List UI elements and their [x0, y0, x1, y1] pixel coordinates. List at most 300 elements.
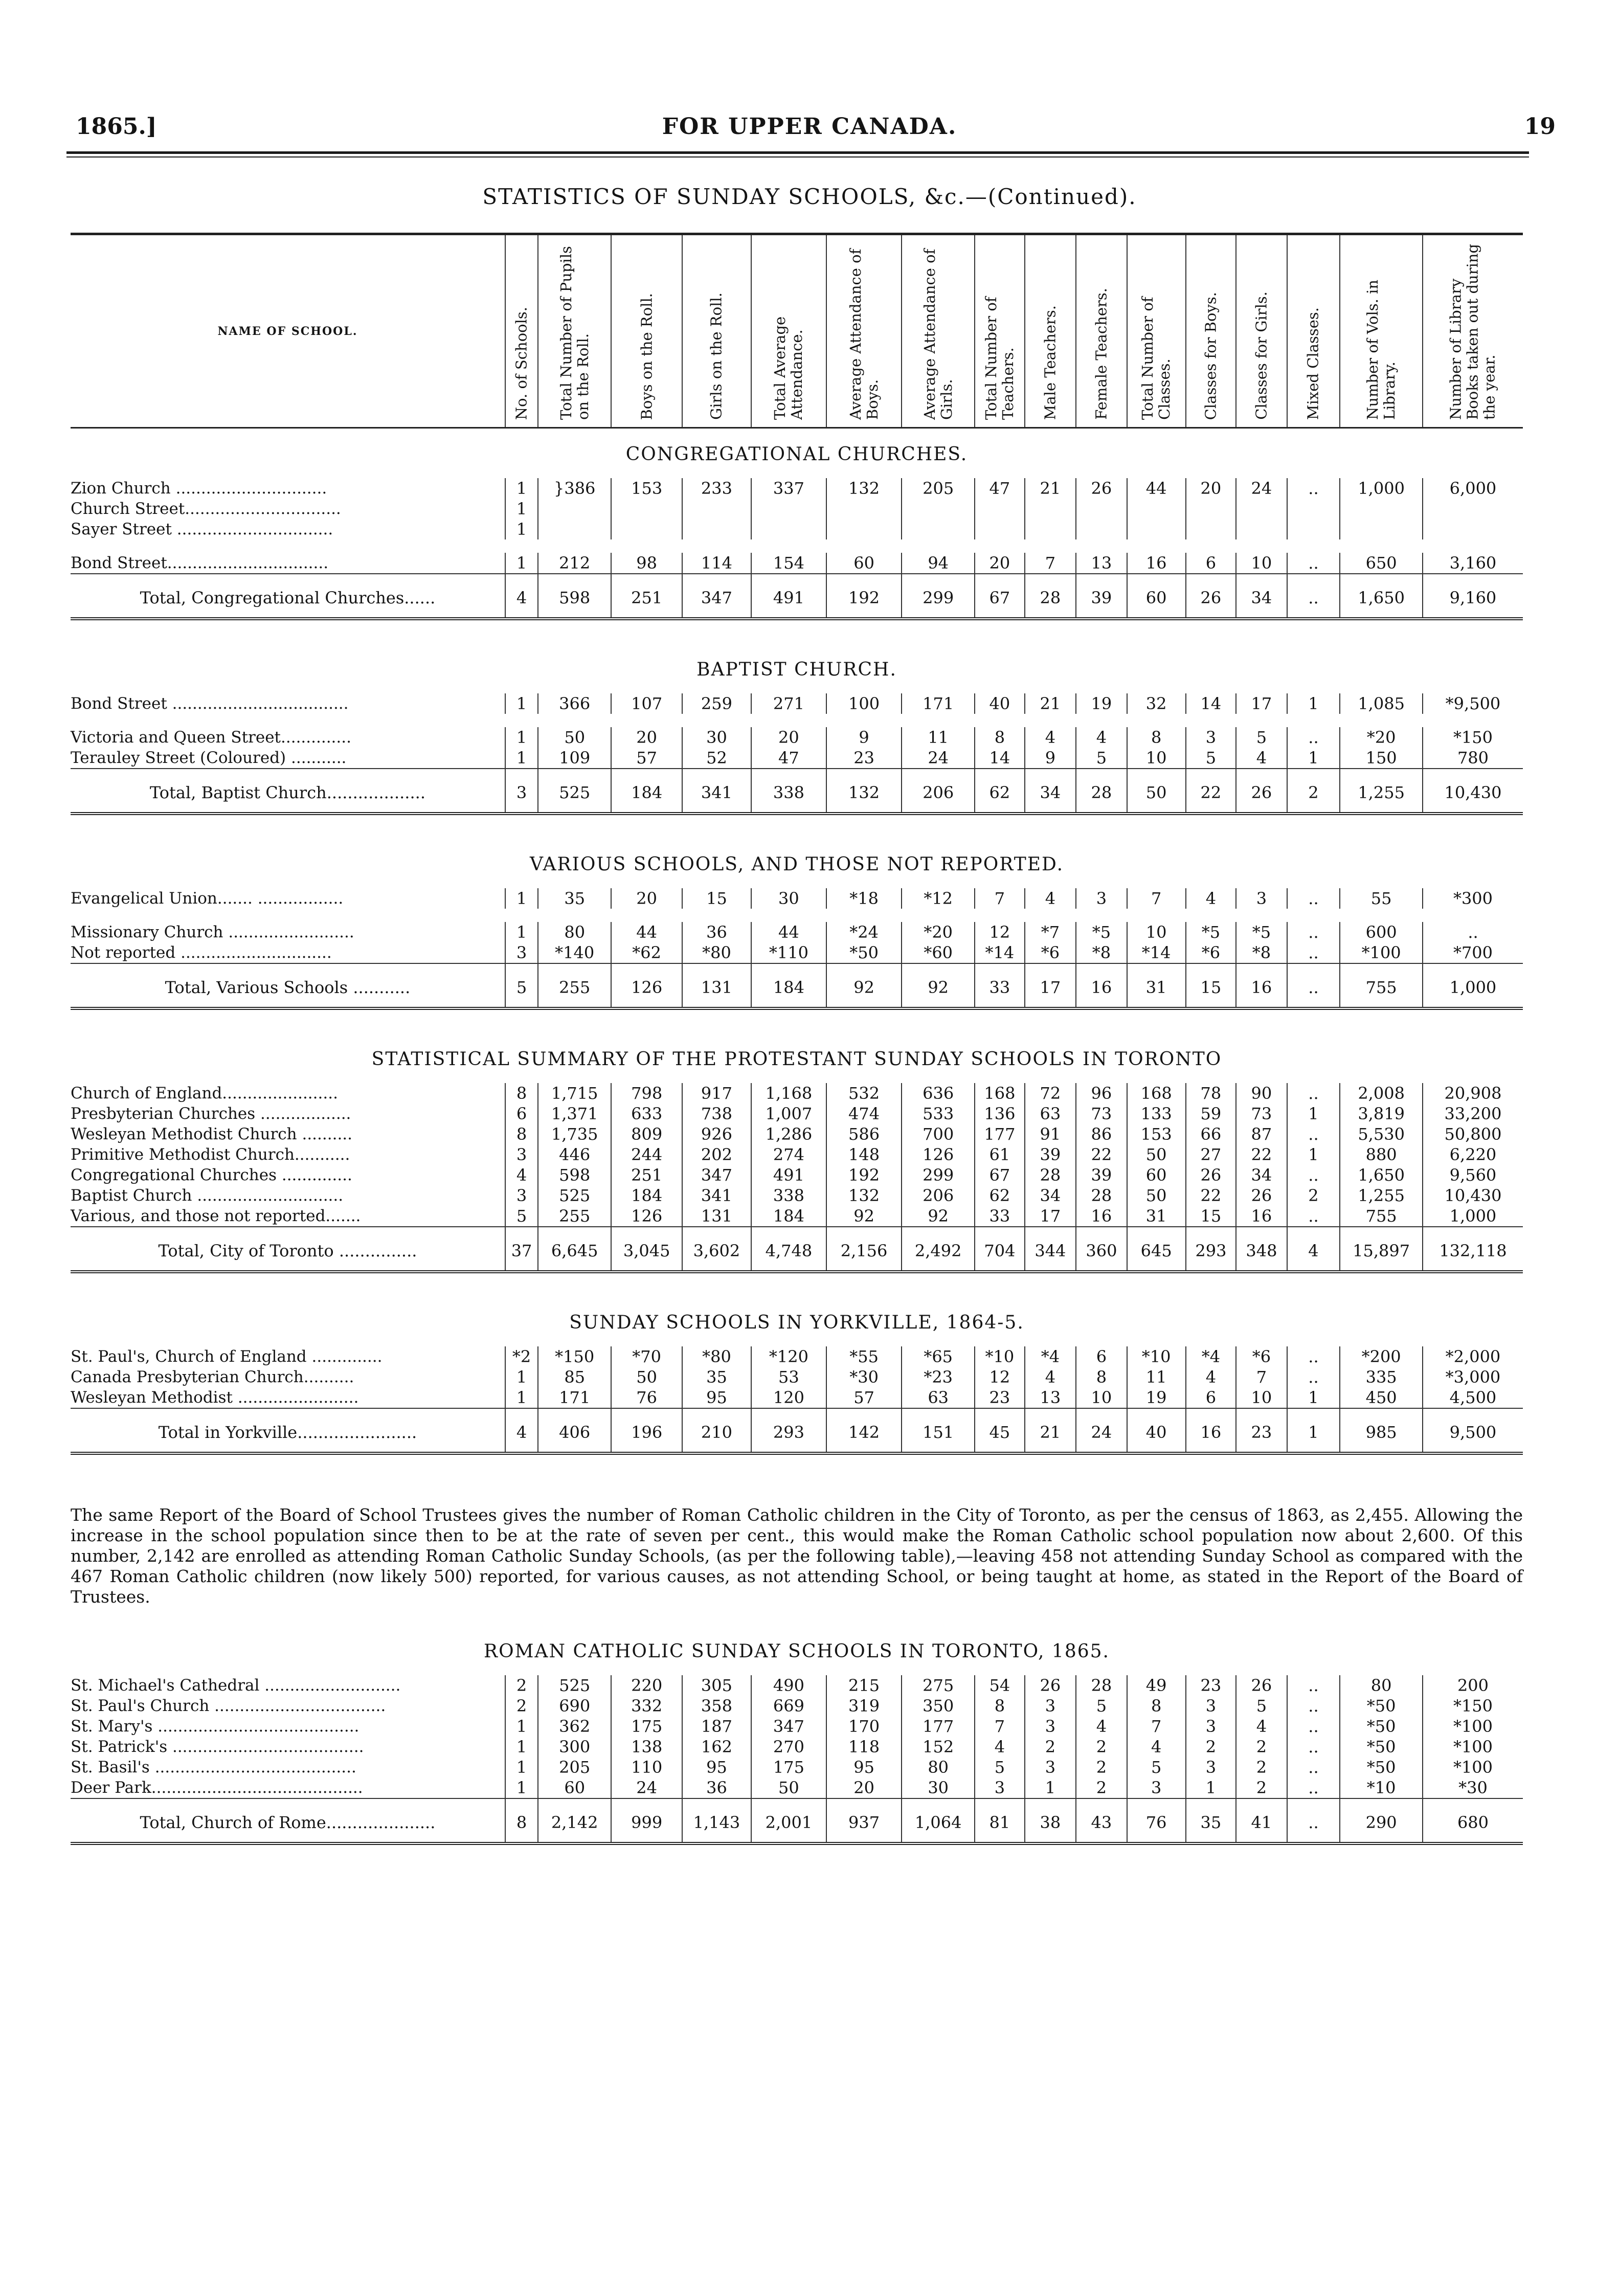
table-cell: *4 4 6 — [1186, 1346, 1236, 1408]
table-cell: 24 — [1236, 478, 1287, 539]
table-cell: 36 — [682, 922, 751, 942]
total-cell: 41 — [1236, 1798, 1287, 1843]
total-cell: 37 — [505, 1227, 538, 1272]
table-cell: *12 — [902, 888, 975, 909]
table-cell: *80 — [682, 942, 751, 963]
table-cell: 917 738 926 202 347 341 131 — [682, 1083, 751, 1227]
table-cell: 8 — [975, 727, 1024, 748]
table-cell: 532 474 586 148 192 132 92 — [826, 1083, 902, 1227]
table-cell: *18 — [826, 888, 902, 909]
table-cell: 13 — [1076, 553, 1127, 574]
total-cell: 35 — [1186, 1798, 1236, 1843]
table-cell: *5 — [1236, 922, 1287, 942]
table-cell: .. — [1287, 922, 1340, 942]
table-cell: *120 53 120 — [751, 1346, 826, 1408]
school-name: Victoria and Queen Street.............. — [71, 728, 351, 747]
table-cell: 80 *50 *50 *50 *50 *10 — [1340, 1675, 1423, 1798]
column-header — [1423, 234, 1523, 428]
table-cell: *110 — [751, 942, 826, 963]
table-cell: 650 — [1340, 553, 1423, 574]
table-cell: 17 — [1236, 693, 1287, 714]
total-cell: 9,500 — [1423, 1408, 1523, 1453]
table-cell: 1 — [505, 748, 538, 769]
total-cell: 24 — [1076, 1408, 1127, 1453]
total-cell: 184 — [751, 963, 826, 1008]
table-cell: 57 — [611, 748, 682, 769]
section-title-row — [71, 839, 1523, 888]
table-cell: *10 12 23 — [975, 1346, 1024, 1408]
table-cell: 20 — [611, 727, 682, 748]
table-cell: 21 — [1025, 478, 1076, 539]
total-cell: 45 — [975, 1408, 1024, 1453]
page-title: STATISTICS OF SUNDAY SCHOOLS, &c.—(Continued). — [482, 184, 1137, 209]
table-cell: 50 — [538, 727, 611, 748]
total-cell: 2,156 — [826, 1227, 902, 1272]
school-name: Evangelical Union....... ................. — [71, 889, 344, 908]
total-cell: 92 — [902, 963, 975, 1008]
school-name: Missionary Church ......................... — [71, 923, 354, 941]
total-cell: 1,000 — [1423, 963, 1523, 1008]
total-cell: 4,748 — [751, 1227, 826, 1272]
spacer — [71, 814, 1523, 839]
total-cell: 1,064 — [902, 1798, 975, 1843]
table-cell: 40 — [975, 693, 1024, 714]
total-cell: 406 — [538, 1408, 611, 1453]
table-cell: 26 5 4 2 2 2 — [1236, 1675, 1287, 1798]
table-row — [71, 888, 1523, 909]
table-cell: 1 — [505, 922, 538, 942]
column-header-row — [71, 234, 1523, 428]
school-name: Terauley Street (Coloured) ........... — [71, 749, 347, 767]
table-cell: 4 — [1236, 748, 1287, 769]
table-cell: 23 — [826, 748, 902, 769]
total-cell: 4 — [505, 574, 538, 619]
table-cell: 10 — [1127, 922, 1186, 942]
table-row — [71, 1346, 1523, 1408]
column-header — [1025, 234, 1076, 428]
table-cell: *60 — [902, 942, 975, 963]
table-cell: 60 — [826, 553, 902, 574]
table-cell: 30 — [682, 727, 751, 748]
total-label: Total, Various Schools ........... — [71, 963, 505, 1008]
total-cell: 67 — [975, 574, 1024, 619]
total-cell: 15 — [1186, 963, 1236, 1008]
total-cell: 15,897 — [1340, 1227, 1423, 1272]
table-cell: 47 — [975, 478, 1024, 539]
table-cell: 8 — [1127, 727, 1186, 748]
total-cell: 132,118 — [1423, 1227, 1523, 1272]
total-cell: 6,645 — [538, 1227, 611, 1272]
total-cell: 28 — [1025, 574, 1076, 619]
column-header — [1236, 234, 1287, 428]
table-cell: 114 — [682, 553, 751, 574]
total-cell: 81 — [975, 1798, 1024, 1843]
total-cell: 26 — [1186, 574, 1236, 619]
table-cell: 168 133 153 50 60 50 31 — [1127, 1083, 1186, 1227]
table-cell: .. — [1287, 553, 1340, 574]
column-header-label: Female Teachers. — [1092, 288, 1110, 420]
total-cell: 21 — [1025, 1408, 1076, 1453]
table-cell: .. — [1423, 922, 1523, 942]
table-cell: 1,715 1,371 1,735 446 598 525 255 — [538, 1083, 611, 1227]
total-cell: .. — [1287, 963, 1340, 1008]
total-cell: 348 — [1236, 1227, 1287, 1272]
table-cell: *5 — [1186, 922, 1236, 942]
total-cell: 40 — [1127, 1408, 1186, 1453]
total-cell: 525 — [538, 769, 611, 814]
table-cell: *6 — [1025, 942, 1076, 963]
total-cell: 17 — [1025, 963, 1076, 1008]
table-cell: 7 — [1025, 553, 1076, 574]
table-cell: .. — [1287, 888, 1340, 909]
total-row — [71, 574, 1523, 619]
table-cell: *14 — [975, 942, 1024, 963]
section-title: SUNDAY SCHOOLS IN YORKVILLE, 1864-5. — [569, 1312, 1024, 1333]
total-row — [71, 1798, 1523, 1843]
total-label: Total, Church of Rome..................... — [71, 1798, 505, 1843]
total-cell: 999 — [611, 1798, 682, 1843]
table-cell: 94 — [902, 553, 975, 574]
table-cell: 636 533 700 126 299 206 92 — [902, 1083, 975, 1227]
total-cell: .. — [1287, 1798, 1340, 1843]
table-cell: 1 — [505, 553, 538, 574]
spacer — [71, 714, 1523, 727]
table-cell: 6 — [1186, 553, 1236, 574]
column-header — [1076, 234, 1127, 428]
spacer — [71, 539, 1523, 553]
total-cell: 338 — [751, 769, 826, 814]
table-cell: *2,000 *3,000 4,500 — [1423, 1346, 1523, 1408]
school-name: Not reported .............................. — [71, 943, 332, 962]
table-cell: *300 — [1423, 888, 1523, 909]
column-header — [1287, 234, 1340, 428]
table-cell: 23 3 3 2 3 1 — [1186, 1675, 1236, 1798]
table-row — [71, 478, 1523, 539]
table-cell: 3 — [1236, 888, 1287, 909]
table-cell: *8 — [1236, 942, 1287, 963]
table-cell: 1 1 1 — [505, 478, 538, 539]
table-cell: 35 — [538, 888, 611, 909]
table-cell: 4 — [1186, 888, 1236, 909]
table-cell: 3 — [505, 942, 538, 963]
column-header — [975, 234, 1024, 428]
total-cell: 491 — [751, 574, 826, 619]
school-name: Bond Street................................ — [71, 554, 329, 572]
total-cell: 341 — [682, 769, 751, 814]
table-cell: *55 *30 57 — [826, 1346, 902, 1408]
table-cell: 337 — [751, 478, 826, 539]
table-cell: 600 — [1340, 922, 1423, 942]
table-cell: 215 319 170 118 95 20 — [826, 1675, 902, 1798]
total-row — [71, 963, 1523, 1008]
table-cell: 1,000 — [1340, 478, 1423, 539]
table-cell: 4 — [1025, 888, 1076, 909]
section-title-row — [71, 1297, 1523, 1346]
table-cell: *6 7 10 — [1236, 1346, 1287, 1408]
total-cell: 38 — [1025, 1798, 1076, 1843]
table-cell: 275 350 177 152 80 30 — [902, 1675, 975, 1798]
column-header-label: Total Number of Pupils on the Roll. — [557, 246, 592, 420]
total-cell: 299 — [902, 574, 975, 619]
total-cell: 2 — [1287, 769, 1340, 814]
table-cell: 80 — [538, 922, 611, 942]
table-cell: *50 — [826, 942, 902, 963]
table-cell: 212 — [538, 553, 611, 574]
table-cell: 3 — [1076, 888, 1127, 909]
total-cell: 151 — [902, 1408, 975, 1453]
table-cell: 55 — [1340, 888, 1423, 909]
table-cell: 7 — [975, 888, 1024, 909]
section-title: VARIOUS SCHOOLS, AND THOSE NOT REPORTED. — [529, 854, 1064, 875]
table-cell: 5 — [1076, 748, 1127, 769]
table-cell: .. .. 1 — [1287, 1346, 1340, 1408]
total-cell: 16 — [1236, 963, 1287, 1008]
total-cell: 192 — [826, 574, 902, 619]
table-cell: *10 11 19 — [1127, 1346, 1186, 1408]
column-header-name: NAME OF SCHOOL. — [71, 234, 505, 428]
table-cell: 153 — [611, 478, 682, 539]
table-cell: 490 669 347 270 175 50 — [751, 1675, 826, 1798]
total-cell: 360 — [1076, 1227, 1127, 1272]
table-cell: 44 — [611, 922, 682, 942]
total-label: Total, Baptist Church................... — [71, 769, 505, 814]
table-cell: 12 — [975, 922, 1024, 942]
table-cell: 20,908 33,200 50,800 6,220 9,560 10,430 1,000 — [1423, 1083, 1523, 1227]
header-rule — [66, 151, 1529, 154]
table-cell: 11 — [902, 727, 975, 748]
total-cell: 4 — [505, 1408, 538, 1453]
section-title-row — [71, 1626, 1523, 1675]
total-cell: 4 — [1287, 1227, 1340, 1272]
table-cell: 47 — [751, 748, 826, 769]
total-cell: 43 — [1076, 1798, 1127, 1843]
section-title-row — [71, 644, 1523, 693]
table-cell: *24 — [826, 922, 902, 942]
table-cell: 109 — [538, 748, 611, 769]
table-cell: 4 — [1025, 727, 1076, 748]
table-cell: 20 — [751, 727, 826, 748]
total-cell: 142 — [826, 1408, 902, 1453]
table-row — [71, 553, 1523, 574]
table-cell: 132 — [826, 478, 902, 539]
table-cell: *70 50 76 — [611, 1346, 682, 1408]
table-cell: *7 — [1025, 922, 1076, 942]
table-cell: *700 — [1423, 942, 1523, 963]
total-cell: 3 — [505, 769, 538, 814]
table-cell: 6 8 10 — [1076, 1346, 1127, 1408]
column-header-label: Boys on the Roll. — [638, 292, 656, 420]
table-cell: 366 — [538, 693, 611, 714]
total-cell: 62 — [975, 769, 1024, 814]
table-cell: 78 59 66 27 26 22 15 — [1186, 1083, 1236, 1227]
school-name: Zion Church .............................. Church Street............................... Sayer Street ............................... — [71, 479, 341, 538]
total-cell: 33 — [975, 963, 1024, 1008]
table-cell: 10 — [1236, 553, 1287, 574]
total-cell: 5 — [505, 963, 538, 1008]
table-cell: 26 — [1076, 478, 1127, 539]
table-row — [71, 693, 1523, 714]
column-header-label: Average Attendance of Boys. — [846, 249, 881, 420]
total-cell: 251 — [611, 574, 682, 619]
column-header-label: Total Average Attendance. — [771, 316, 806, 420]
table-cell: 19 — [1076, 693, 1127, 714]
table-cell: 72 63 91 39 28 34 17 — [1025, 1083, 1076, 1227]
table-cell: *150 — [1423, 727, 1523, 748]
school-name: St. Michael's Cathedral ........................... St. Paul's Church .................................. St. Mary's ........................................ St. Patrick's ...................................... St. Basil's ........................................ Deer Park.......................................... — [71, 1676, 401, 1797]
total-cell: 39 — [1076, 574, 1127, 619]
table-cell: 6,000 — [1423, 478, 1523, 539]
total-cell: 344 — [1025, 1227, 1076, 1272]
table-cell: *5 — [1076, 922, 1127, 942]
table-cell: 5 — [1186, 748, 1236, 769]
table-cell: 100 — [826, 693, 902, 714]
table-cell: .. — [1287, 942, 1340, 963]
total-cell: 1,255 — [1340, 769, 1423, 814]
total-cell: 680 — [1423, 1798, 1523, 1843]
table-cell: 171 — [902, 693, 975, 714]
section-title-row — [71, 428, 1523, 479]
table-cell: 259 — [682, 693, 751, 714]
column-header — [902, 234, 975, 428]
total-cell: 347 — [682, 574, 751, 619]
table-cell: 1 — [1287, 693, 1340, 714]
table-cell: 26 3 3 2 3 1 — [1025, 1675, 1076, 1798]
column-header — [682, 234, 751, 428]
total-cell: 985 — [1340, 1408, 1423, 1453]
section-title: ROMAN CATHOLIC SUNDAY SCHOOLS IN TORONTO, 1865. — [484, 1641, 1110, 1662]
table-cell: *62 — [611, 942, 682, 963]
total-cell: 2,001 — [751, 1798, 826, 1843]
total-cell: 60 — [1127, 574, 1186, 619]
spacer — [71, 1272, 1523, 1297]
table-cell: *9,500 — [1423, 693, 1523, 714]
total-cell: 2,492 — [902, 1227, 975, 1272]
table-row — [71, 1083, 1523, 1227]
table-cell: 28 5 4 2 2 2 — [1076, 1675, 1127, 1798]
table-cell: 200 *150 *100 *100 *100 *30 — [1423, 1675, 1523, 1798]
total-cell: 50 — [1127, 769, 1186, 814]
column-header-label: Classes for Girls. — [1252, 291, 1270, 420]
total-cell: 704 — [975, 1227, 1024, 1272]
spacer — [71, 1453, 1523, 1478]
table-cell: 20 — [611, 888, 682, 909]
total-cell: 34 — [1025, 769, 1076, 814]
total-cell: 76 — [1127, 1798, 1186, 1843]
table-cell: 1,168 1,007 1,286 274 491 338 184 — [751, 1083, 826, 1227]
table-cell: 798 633 809 244 251 184 126 — [611, 1083, 682, 1227]
table-cell: 205 — [902, 478, 975, 539]
total-cell: 9,160 — [1423, 574, 1523, 619]
total-cell: 645 — [1127, 1227, 1186, 1272]
table-cell: 54 8 7 4 5 3 — [975, 1675, 1024, 1798]
table-cell: 5 — [1236, 727, 1287, 748]
table-cell: 10 — [1127, 748, 1186, 769]
section-title: CONGREGATIONAL CHURCHES. — [625, 444, 968, 465]
column-header-label: Classes for Boys. — [1202, 291, 1220, 420]
table-cell: 96 73 86 22 39 28 16 — [1076, 1083, 1127, 1227]
explanatory-note: The same Report of the Board of School Trustees gives the number of Roman Catholic children in the City of Toronto, as per the census of 1863, as 2,455. Allowing the increase in the school population since then to be at the rate of seven per cent., this would make the Roman Catholic school population now about 2,600. Of this number, 2,142 are enrolled as attending Roman Catholic Sunday Schools, (as per the following table),—leaving 458 not attending Sunday School as compared with the 467 Roman Catholic children (now likely 500) reported, for various causes, as not attending School, or being taught at home, as stated in the Report of the Board of Trustees. — [71, 1505, 1523, 1607]
total-label: Total, City of Toronto ............... — [71, 1227, 505, 1272]
table-cell: 49 8 7 4 5 3 — [1127, 1675, 1186, 1798]
section-title-row — [71, 1033, 1523, 1083]
table-cell: *8 — [1076, 942, 1127, 963]
table-cell: 3,160 — [1423, 553, 1523, 574]
table-cell: 7 — [1127, 888, 1186, 909]
total-cell: 937 — [826, 1798, 902, 1843]
table-row — [71, 922, 1523, 942]
total-cell: 31 — [1127, 963, 1186, 1008]
column-header-label: Number of Library Books taken out during the year. — [1447, 243, 1498, 420]
table-cell: *140 — [538, 942, 611, 963]
table-cell: *150 85 171 — [538, 1346, 611, 1408]
table-cell: *20 — [902, 922, 975, 942]
table-cell: .. — [1287, 727, 1340, 748]
section-title: STATISTICAL SUMMARY OF THE PROTESTANT SUNDAY SCHOOLS IN TORONTO — [371, 1049, 1222, 1070]
total-cell: 206 — [902, 769, 975, 814]
table-cell: 233 — [682, 478, 751, 539]
table-cell: 4 — [1076, 727, 1127, 748]
column-header — [751, 234, 826, 428]
column-header — [538, 234, 611, 428]
table-cell: 150 — [1340, 748, 1423, 769]
header-rule-thin — [66, 156, 1529, 157]
total-cell: 1,143 — [682, 1798, 751, 1843]
total-cell: 3,602 — [682, 1227, 751, 1272]
table-cell: *2 1 1 — [505, 1346, 538, 1408]
table-cell: 9 — [826, 727, 902, 748]
table-cell: 20 — [975, 553, 1024, 574]
table-cell: 21 — [1025, 693, 1076, 714]
table-cell: .. 1 .. 1 .. 2 .. — [1287, 1083, 1340, 1227]
school-name: Church of England....................... Presbyterian Churches .................. Wesleyan Methodist Church .......... Primitive Methodist Church........... Congregational Churches .............. Baptist Church ............................. Various, and those not reported....... — [71, 1084, 361, 1225]
total-cell: 22 — [1186, 769, 1236, 814]
table-cell: *200 335 450 — [1340, 1346, 1423, 1408]
total-cell: 132 — [826, 769, 902, 814]
total-cell: 196 — [611, 1408, 682, 1453]
spacer — [71, 1008, 1523, 1033]
table-cell: 52 — [682, 748, 751, 769]
column-header-label: Mixed Classes. — [1304, 307, 1322, 420]
total-cell: 290 — [1340, 1798, 1423, 1843]
table-cell: 220 332 175 138 110 24 — [611, 1675, 682, 1798]
spacer — [71, 909, 1523, 922]
total-cell: 184 — [611, 769, 682, 814]
table-cell: 107 — [611, 693, 682, 714]
table-cell: *80 35 95 — [682, 1346, 751, 1408]
total-cell: 293 — [751, 1408, 826, 1453]
total-row — [71, 1227, 1523, 1272]
table-row — [71, 748, 1523, 769]
table-cell: 90 73 87 22 34 26 16 — [1236, 1083, 1287, 1227]
column-header — [505, 234, 538, 428]
column-header-label: No. of Schools. — [512, 306, 530, 420]
running-head-title: FOR UPPER CANADA. — [662, 114, 957, 140]
total-label: Total in Yorkville....................... — [71, 1408, 505, 1453]
column-header — [1186, 234, 1236, 428]
table-cell: .. — [1287, 478, 1340, 539]
table-cell: 15 — [682, 888, 751, 909]
table-cell: 168 136 177 61 67 62 33 — [975, 1083, 1024, 1227]
table-cell: 780 — [1423, 748, 1523, 769]
table-cell: 1 — [505, 727, 538, 748]
table-cell: 20 — [1186, 478, 1236, 539]
table-cell: *4 4 13 — [1025, 1346, 1076, 1408]
school-name: Bond Street ................................... — [71, 694, 349, 713]
total-row — [71, 769, 1523, 814]
table-cell: *100 — [1340, 942, 1423, 963]
table-cell: 1,085 — [1340, 693, 1423, 714]
table-cell: 2,008 3,819 5,530 880 1,650 1,255 755 — [1340, 1083, 1423, 1227]
